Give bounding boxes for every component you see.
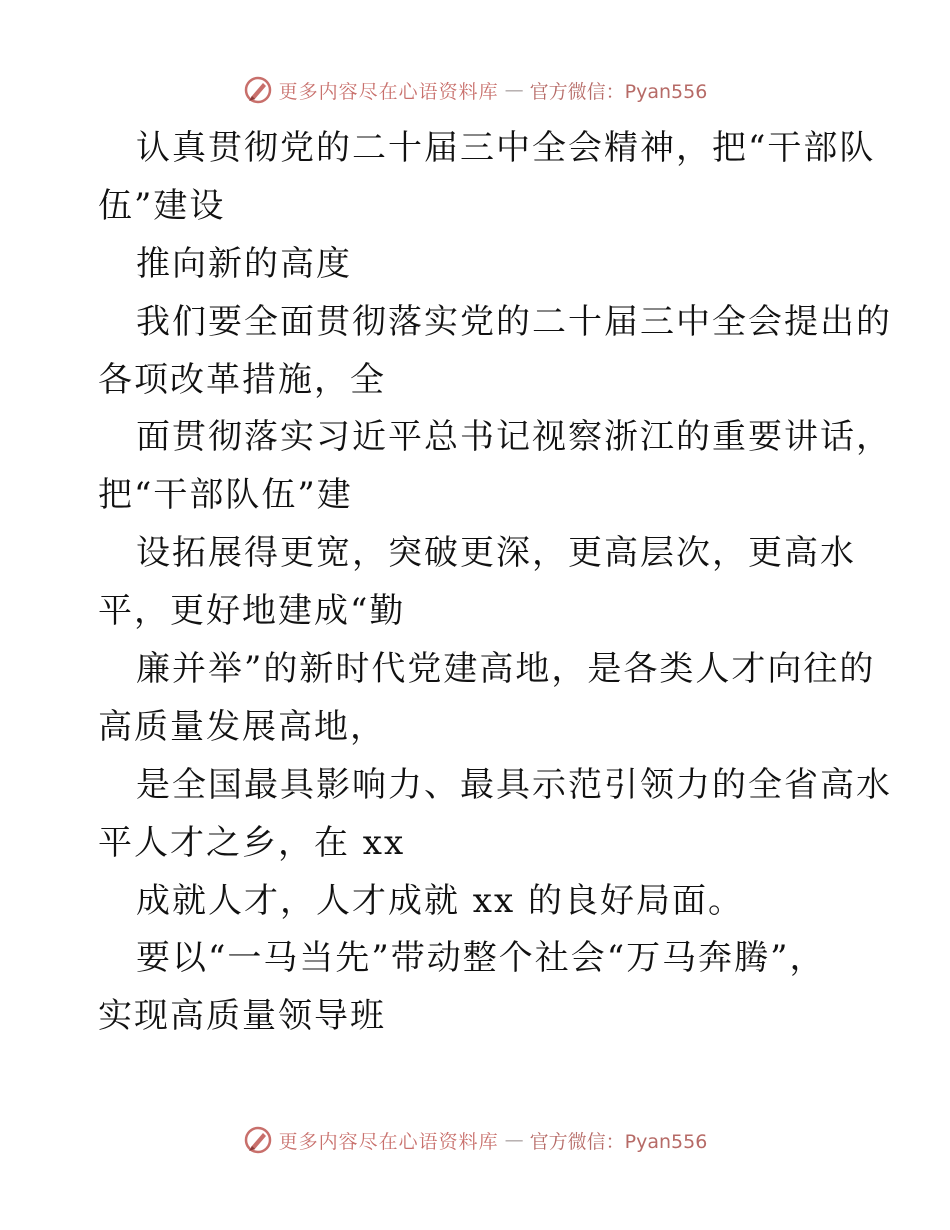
text-line: 面贯彻落实习近平总书记视察浙江的重要讲话， bbox=[136, 417, 892, 458]
text-line: 设拓展得更宽，突破更深，更高层次，更高水 bbox=[136, 533, 856, 574]
document-body bbox=[98, 120, 892, 1046]
text-line: 高质量发展高地， bbox=[98, 706, 386, 747]
watermark-contact: 官方微信：Pyan556 bbox=[529, 1130, 708, 1153]
text-line: 廉并举”的新时代党建高地，是各类人才向往的 bbox=[136, 649, 876, 690]
text-line: 平，更好地建成“勤 bbox=[98, 591, 406, 632]
text-line: 推向新的高度 bbox=[136, 243, 352, 284]
text-line: 是全国最具影响力、最具示范引领力的全省高水 bbox=[136, 764, 892, 805]
pen-logo-icon bbox=[243, 75, 273, 105]
pen-logo-icon bbox=[243, 1125, 273, 1155]
watermark-separator: — bbox=[504, 79, 524, 101]
text-line: 平人才之乡，在 xx bbox=[98, 822, 406, 863]
text-line: 我们要全面贯彻落实党的二十届三中全会提出的 bbox=[136, 301, 892, 342]
watermark-contact: 官方微信：Pyan556 bbox=[529, 80, 708, 103]
text-line: 认真贯彻党的二十届三中全会精神，把“干部队 bbox=[136, 128, 876, 168]
text-line: 各项改革措施，全 bbox=[98, 359, 386, 400]
text-line: 把“干部队伍”建 bbox=[98, 475, 353, 516]
text-line: 伍”建设 bbox=[98, 185, 226, 226]
header-watermark bbox=[0, 70, 950, 110]
watermark-group bbox=[243, 1125, 708, 1155]
watermark-text: 更多内容尽在心语资料库 bbox=[278, 80, 499, 103]
text-line: 要以“一马当先”带动整个社会“万马奔腾”， bbox=[136, 938, 826, 979]
watermark-separator: — bbox=[504, 1129, 524, 1151]
watermark-text: 更多内容尽在心语资料库 bbox=[278, 1130, 499, 1153]
footer-watermark bbox=[0, 1120, 950, 1160]
watermark-group bbox=[243, 75, 708, 105]
text-line: 成就人才，人才成就 xx 的良好局面。 bbox=[136, 880, 744, 921]
text-line: 实现高质量领导班 bbox=[98, 996, 386, 1037]
